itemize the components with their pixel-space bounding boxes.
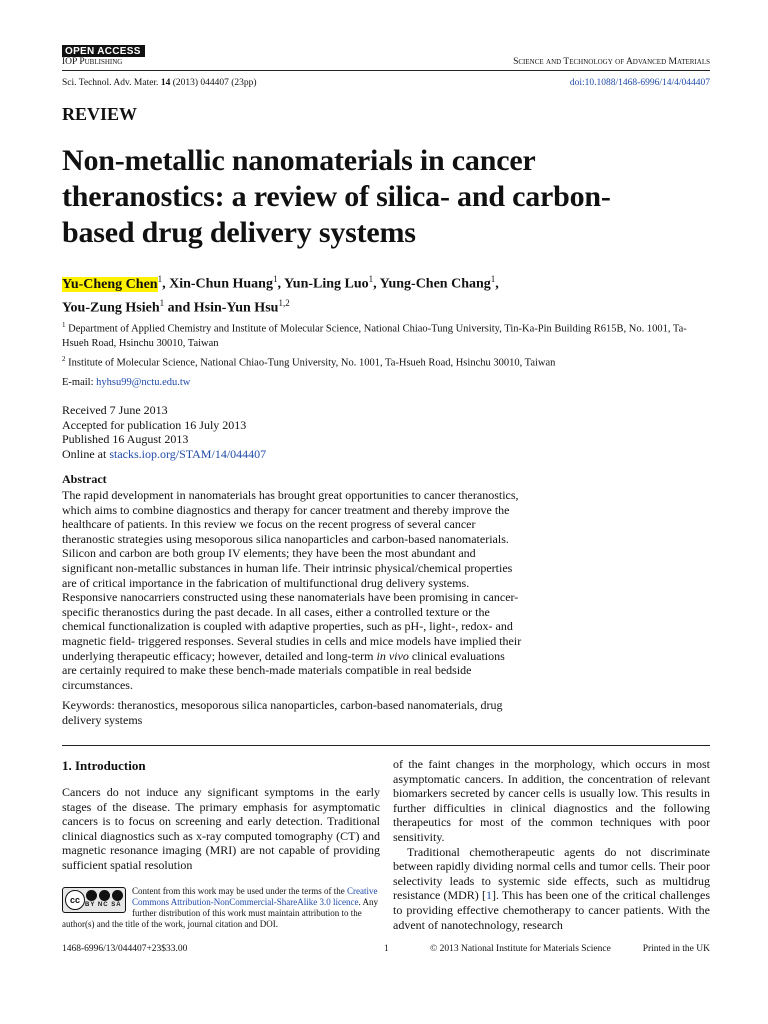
author-separator: , bbox=[373, 276, 380, 292]
abstract-heading: Abstract bbox=[62, 472, 107, 486]
author-name: Yun-Ling Luo bbox=[283, 276, 369, 292]
license-text: Content from this work may be used under the terms of the bbox=[132, 886, 345, 896]
abstract-italic: in vivo bbox=[376, 648, 409, 663]
author-separator: , bbox=[495, 276, 499, 292]
author-name: Yung-Chen Chang bbox=[379, 276, 491, 292]
license-link[interactable]: Creative Commons Attribution-NonCommercial-ShareAlike 3.0 licence bbox=[132, 886, 378, 907]
doi-link[interactable]: doi:10.1088/1468-6996/14/4/044407 bbox=[569, 78, 710, 88]
affiliation-number: 1 bbox=[62, 321, 66, 329]
creative-commons-icon bbox=[62, 887, 126, 913]
cc-logo: cc bbox=[65, 890, 85, 910]
author-affil-sup: 1 bbox=[159, 297, 165, 308]
left-column bbox=[62, 785, 380, 873]
journal-name: Science and Technology of Advanced Materials bbox=[513, 57, 710, 67]
author-list bbox=[62, 270, 702, 317]
affiliation-item bbox=[62, 318, 702, 352]
online-line bbox=[62, 447, 266, 462]
abstract-body: The rapid development in nanomaterials has brought great opportunities to cancer theranostics, which aims to combine diagnostics and therapy for cancer treatment and thereby improve the healthcare of patients. In this review we focus on the recent progress of several cancer theranostic strategies using mesoporous silica nanoparticles and carbon-based nanomaterials. Silicon and carbon are both group IV elements; they have been the most abundant and significant non-metallic substances in human life. Their intrinsic physical/chemical properties are of critical importance in the fabrication of multifunctional drug delivery systems. Responsive nanocarriers constructed using these nanomaterials have been promising in cancer-specific theranostics during the past decade. In all cases, either a controlled texture or the chemical functionalization is coupled with adaptive properties, such as pH-, light-, redox- and magnetic field- triggered responses. Several studies in cells and mice models have implied their underlying therapeutic efficacy; however, detailed and long-term bbox=[62, 488, 522, 663]
intro-paragraph: Cancers do not induce any significant symptoms in the early stages of the disease. The primary emphasis for asymptomatic cancers is to focus on screening and early detection. Traditional clinical diagnostics such as x-ray computed tomography (CT) and magnetic resonance imaging (MRI) are not capable of providing sufficient spatial resolution bbox=[62, 785, 380, 872]
citation-volume: 14 bbox=[160, 78, 171, 88]
article-title: Non-metallic nanomaterials in cancer theranostics: a review of silica- and carbon-based drug delivery systems bbox=[62, 144, 611, 249]
author-name[interactable]: Yu-Cheng Chen bbox=[62, 276, 158, 292]
citation-rest: (2013) 044407 (23pp) bbox=[172, 78, 257, 88]
affiliation-number: 2 bbox=[62, 354, 66, 363]
keywords: Keywords: theranostics, mesoporous silica nanoparticles, carbon-based nanomaterials, drug delivery systems bbox=[62, 698, 503, 727]
intro-paragraph: of the faint changes in the morphology, which occurs in most asymptomatic cancers. In addition, the concentration of relevant biomarkers secreted by cancer cells is usually low. This results in further difficulties in clinical diagnostics and the following therapeutics for most of the common techniques with poor sensitivity. bbox=[393, 757, 710, 844]
author-affil-sup: 1 bbox=[368, 274, 374, 284]
affiliation-text: Institute of Molecular Science, National Chiao-Tung University, No. 1001, Ta-Hsueh Road, Hsinchu 30010, Taiwan bbox=[68, 357, 556, 368]
header-rule bbox=[62, 70, 710, 71]
page-number: 1 bbox=[384, 944, 389, 954]
publication-dates bbox=[62, 403, 266, 461]
section-rule bbox=[62, 745, 710, 746]
article-type-label: REVIEW bbox=[62, 104, 138, 124]
license-text-end: . Any further distribution of this work must maintain attribution to the author(s) and the title of the work, journal citation and DOI. bbox=[62, 897, 378, 929]
copyright-notice: © 2013 National Institute for Materials Science bbox=[430, 944, 611, 954]
author-name: Hsin-Yun Hsu bbox=[193, 300, 279, 316]
citation bbox=[62, 77, 257, 89]
paragraph-text: Traditional chemotherapeutic agents do not discriminate between rapidly dividing normal cells and tumor cells. Their poor selectivity leads to systemic side effects, such as multidrug resistance (MDR) [ bbox=[393, 844, 710, 903]
author-affil-sup: 1 bbox=[157, 274, 163, 284]
license-notice bbox=[62, 886, 380, 930]
author-name: Xin-Chun Huang bbox=[169, 276, 273, 292]
author-separator: and bbox=[164, 300, 194, 316]
accepted-date: Accepted for publication 16 July 2013 bbox=[62, 417, 247, 432]
author-name: You-Zung Hsieh bbox=[62, 300, 160, 316]
author-affil-sup: 1,2 bbox=[278, 297, 290, 308]
printed-notice: Printed in the UK bbox=[642, 944, 710, 954]
received-date: Received 7 June 2013 bbox=[62, 403, 168, 417]
citation-journal: Sci. Technol. Adv. Mater. bbox=[62, 78, 159, 88]
corresponding-email bbox=[62, 377, 190, 388]
author-affil-sup: 1 bbox=[272, 274, 278, 284]
online-label: Online at bbox=[62, 446, 107, 461]
publisher-name: IOP Publishing bbox=[62, 57, 123, 67]
published-date: Published 16 August 2013 bbox=[62, 432, 189, 446]
paragraph-text: ]. This has been one of the critical challenges to providing effective chemotherapy to cancer patients. With the advent of nanotechnology, research bbox=[393, 888, 710, 932]
author-separator: , bbox=[162, 276, 170, 292]
section-heading: 1. Introduction bbox=[62, 758, 146, 773]
affiliation-item bbox=[62, 352, 702, 371]
email-link[interactable]: hyhsu99@nctu.edu.tw bbox=[96, 377, 191, 388]
abstract-body-end: clinical evaluations are certainly required to make these bench-made materials compatible in real bedside circumstances. bbox=[62, 648, 505, 692]
online-link[interactable]: stacks.iop.org/STAM/14/044407 bbox=[109, 446, 267, 461]
reference-link[interactable]: 1 bbox=[485, 888, 492, 903]
issn-price: 1468-6996/13/044407+23$33.00 bbox=[62, 944, 188, 954]
author-separator: , bbox=[277, 276, 284, 292]
affiliations bbox=[62, 318, 702, 371]
right-column bbox=[393, 757, 710, 932]
affiliation-text: Department of Applied Chemistry and Institute of Molecular Science, National Chiao-Tung University, Tin-Ka-Pin Building R615B, No. 1001, Ta-Hsueh Road, Hsinchu 30010, Taiwan bbox=[62, 323, 687, 349]
author-affil-sup: 1 bbox=[490, 274, 496, 284]
abstract-text bbox=[62, 488, 522, 692]
intro-paragraph bbox=[393, 845, 710, 933]
cc-label: BY NC SA bbox=[85, 902, 122, 908]
email-label: E-mail: bbox=[62, 377, 94, 388]
open-access-badge: OPEN ACCESS bbox=[62, 45, 145, 57]
